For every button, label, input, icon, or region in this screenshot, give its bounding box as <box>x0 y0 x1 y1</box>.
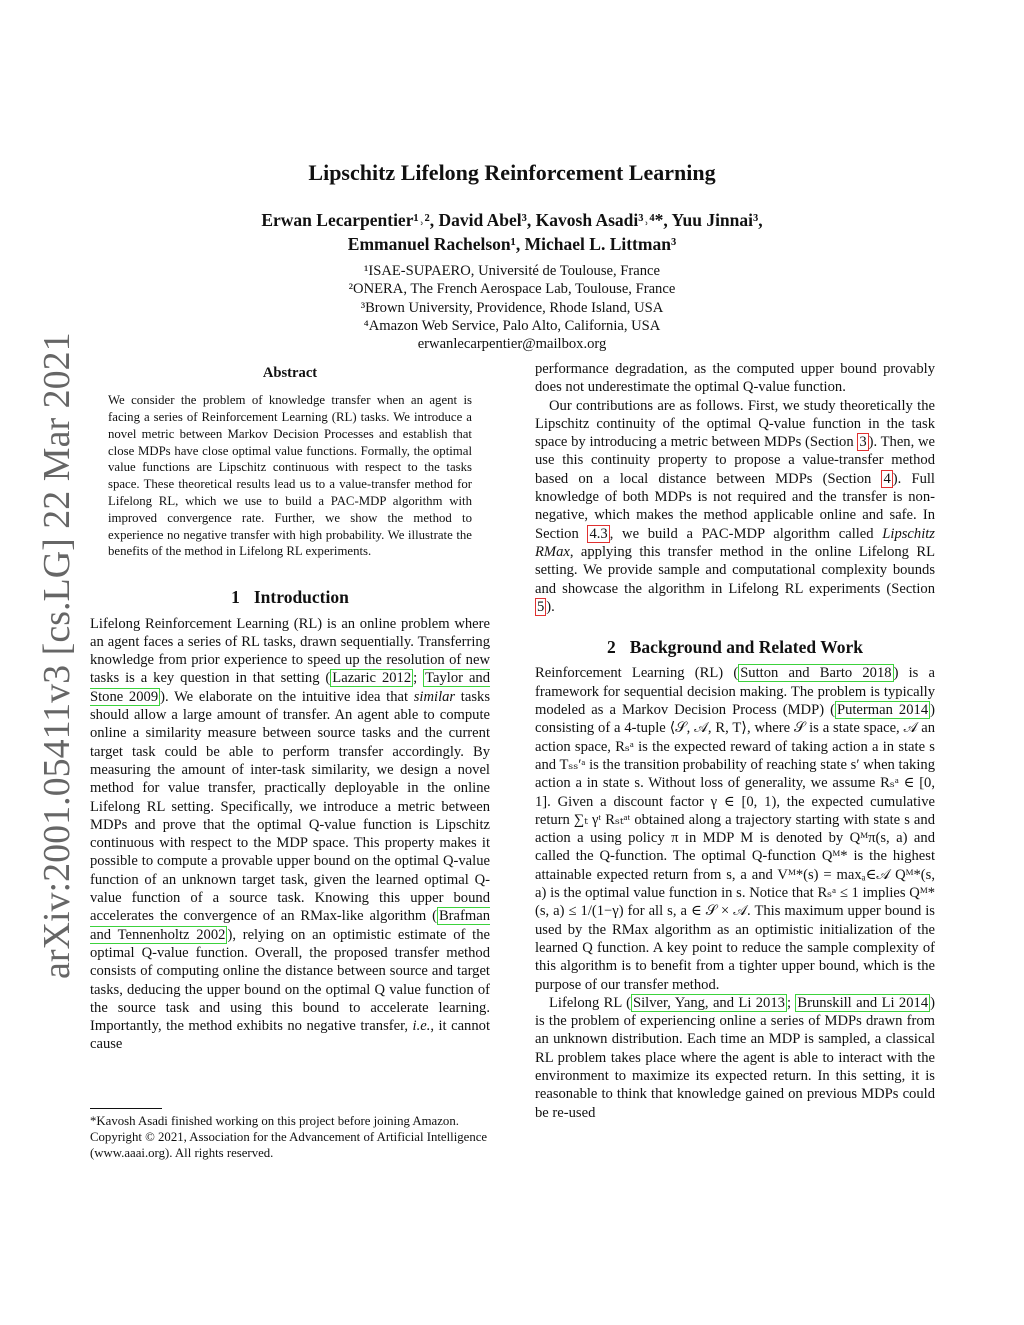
text-run: ). Then, we use this continuity property to propose a value-transfer method based on a local distance between MDPs (Section <box>535 434 935 487</box>
text-run: tasks should allow a large amount of transfer. An agent able to compute online a similarity measure between source tasks and the current target task could be able to perform transfer accordingly. By measuring the amount of inter-task similarity, we design a novel method for value transfer, practically deployable in the online Lifelong RL setting. Specifically, we introduce a metric between MDPs and prove that the optimal Q-value function is Lipschitz continuous with respect to the MDP space. This property makes it possible to compute a provable upper bound on the optimal Q-value function of an unknown target task, given the learned optimal Q-value function of a source task. Knowing this upper bound accelerates the convergence of an RMax-like algorithm ( <box>90 688 490 925</box>
section-ref-link[interactable]: 4.3 <box>589 525 608 542</box>
text-run: , applying this transfer method in the online Lifelong RL setting. We provide sample and computational complexity bounds and showcase the algorithm in Lifelong RL experiments (Section <box>535 543 935 597</box>
section-number: 2 <box>607 637 616 658</box>
section-ref-link[interactable]: 5 <box>537 598 545 615</box>
author-line-1: Erwan Lecarpentier¹˒², David Abel³, Kavosh Asadi³˒⁴*, Yuu Jinnai³, <box>261 210 763 230</box>
section-ref-link[interactable]: 3 <box>859 434 867 451</box>
contributions-paragraph <box>535 397 935 617</box>
abstract-heading: Abstract <box>262 365 318 381</box>
citation-link[interactable]: Puterman 2014 <box>836 702 929 719</box>
affiliation-list <box>0 262 1024 353</box>
left-column <box>90 360 490 1054</box>
text-run: Our contributions are as follows. First, we study theoretically the Lipschitz continuity of the optimal Q-value function in the task space by introducing a metric between MDPs (Section <box>535 397 935 451</box>
contact-email: erwanlecarpentier@mailbox.org <box>417 336 607 353</box>
citation-link[interactable]: Taylor and Stone 2009 <box>90 670 491 705</box>
section-heading-introduction <box>90 588 490 606</box>
citation-link[interactable]: Brafman and Tennenholtz 2002 <box>90 908 490 943</box>
copyright-notice: Copyright © 2021, Association for the Advancement of Artificial Intelligence (www.aaai.org). All rights reserved. <box>90 1130 488 1160</box>
arxiv-identifier: arXiv:2001.05411v3 [cs.LG] 22 Mar 2021 <box>36 332 78 979</box>
text-run: ). Full knowledge of both MDPs is not required and the transfer is non-negative, which makes the method applicable online and safe. In Section <box>535 470 935 542</box>
footnotes <box>90 1108 490 1161</box>
affiliation-1: ¹ISAE-SUPAERO, Université de Toulouse, France <box>363 263 660 279</box>
text-run: Lifelong RL ( <box>549 994 631 1011</box>
citation-link[interactable]: Brunskill and Li 2014 <box>797 994 929 1011</box>
text-run: ). <box>546 598 555 615</box>
text-run: ; <box>413 670 424 687</box>
footnote-rule <box>90 1108 162 1109</box>
emphasis: similar <box>413 688 456 705</box>
paper-title: Lipschitz Lifelong Reinforcement Learning <box>308 160 716 185</box>
text-run: ) consisting of a 4-tuple ⟨𝒮, 𝒜, R, T⟩, where 𝒮 is a state space, 𝒜 an action space, Rₛᵃ is the expected reward of taking action a in state s and Tₛₛ′ᵃ is the transition probability of reaching state s′ when taking action a in state s. Without loss of generality, we assume Rₛᵃ ∈ [0, 1]. Given a discount factor γ ∈ [0, 1), the expected cumulative return ∑ₜ γᵗ Rₛₜᵃᵗ obtained along a trajectory starting with state s and action a using policy π in MDP M is denoted by Qᴹπ(s, a) and called the Q-function. The optimal Q-function Qᴹ* is the highest attainable expected return from s, a and Vᴹ*(s) = maxₐ∈𝒜 Qᴹ*(s, a) is the optimal value function in s. Notice that Rₛᵃ ≤ 1 implies Qᴹ*(s, a) ≤ 1/(1−γ) for all s, a ∈ 𝒮 × 𝒜. This maximum upper bound is used by the RMax algorithm as an optimistic initialization of the learned Q function. A key point to reduce the sample complexity of this algorithm is to benefit from a tighter upper bound, which is the purpose of our transfer method. <box>535 702 935 993</box>
section-number: 1 <box>231 587 240 608</box>
text-run: , it cannot cause <box>90 1018 490 1053</box>
text-run: ), relying on an optimistic estimate of the optimal Q-value function. Overall, the proposed transfer method consists of computing online the distance between source and target tasks, deducing the upper bound on the optimal Q value function of the source task and using this bound to accelerate learning. Importantly, the method exhibits no negative transfer, <box>90 926 490 1035</box>
section-title: Background and Related Work <box>629 637 863 658</box>
author-line-2: Emmanuel Rachelson¹, Michael L. Littman³ <box>347 234 677 254</box>
text-run: ). We elaborate on the intuitive idea that <box>160 688 414 705</box>
right-column <box>535 360 935 1122</box>
text-run: ) is a framework for sequential decision making. The problem is typically modeled as a Markov Decision Process (MDP) ( <box>535 665 936 719</box>
text-run: Lifelong Reinforcement Learning (RL) is an online problem where an agent faces a series of RL tasks, drawn sequentially. Transferring knowledge from prior experience to speed up the resolution of new tasks is a key question in that setting ( <box>90 615 490 687</box>
section-title: Introduction <box>253 587 349 608</box>
author-list <box>0 208 1024 256</box>
introduction-paragraph <box>90 615 490 1054</box>
text-run: ) is the problem of experiencing online a series of MDPs drawn from an unknown distribution. Each time an MDP is sampled, a classical RL problem takes place where the agent is able to interact with the environment to maximize its expected return. In this setting, it is reasonable to think that knowledge gained on previous MDPs could be re-used <box>535 994 935 1121</box>
footnote-asadi: *Kavosh Asadi finished working on this project before joining Amazon. <box>90 1114 459 1128</box>
section-ref-link[interactable]: 4 <box>883 470 891 487</box>
affiliation-3: ³Brown University, Providence, Rhode Island, USA <box>360 299 664 316</box>
citation-link[interactable]: Silver, Yang, and Li 2013 <box>633 994 785 1011</box>
emphasis: i.e. <box>412 1018 431 1035</box>
lifelong-rl-paragraph <box>535 994 935 1122</box>
text-run: , we build a PAC-MDP algorithm called <box>609 525 883 542</box>
citation-link[interactable]: Lazaric 2012 <box>332 670 412 687</box>
abstract-text: We consider the problem of knowledge transfer when an agent is facing a series of Reinforcement Learning (RL) tasks. We introduce a novel metric between Markov Decision Processes and establish that close MDPs have close optimal value functions. Formally, the optimal value functions are Lipschitz continuous with respect to the tasks space. These theoretical results lead us to a value-transfer method for Lifelong RL, which we use to build a PAC-MDP algorithm with improved convergence rate. Further, we show the method to experience no negative transfer with high probability. We illustrate the benefits of the method in Lifelong RL experiments. <box>108 393 472 559</box>
emphasis: Lipschitz RMax <box>535 525 935 560</box>
background-paragraph <box>535 664 935 993</box>
section-heading-background <box>535 638 935 656</box>
affiliation-2: ²ONERA, The French Aerospace Lab, Toulouse, France <box>348 281 676 298</box>
intro-continued-paragraph: performance degradation, as the computed upper bound provably does not underestimate the optimal Q-value function. <box>535 361 935 396</box>
affiliation-4: ⁴Amazon Web Service, Palo Alto, California, USA <box>363 317 661 334</box>
text-run: ; <box>786 994 796 1011</box>
text-run: Reinforcement Learning (RL) ( <box>535 665 739 682</box>
citation-link[interactable]: Sutton and Barto 2018 <box>740 665 892 682</box>
